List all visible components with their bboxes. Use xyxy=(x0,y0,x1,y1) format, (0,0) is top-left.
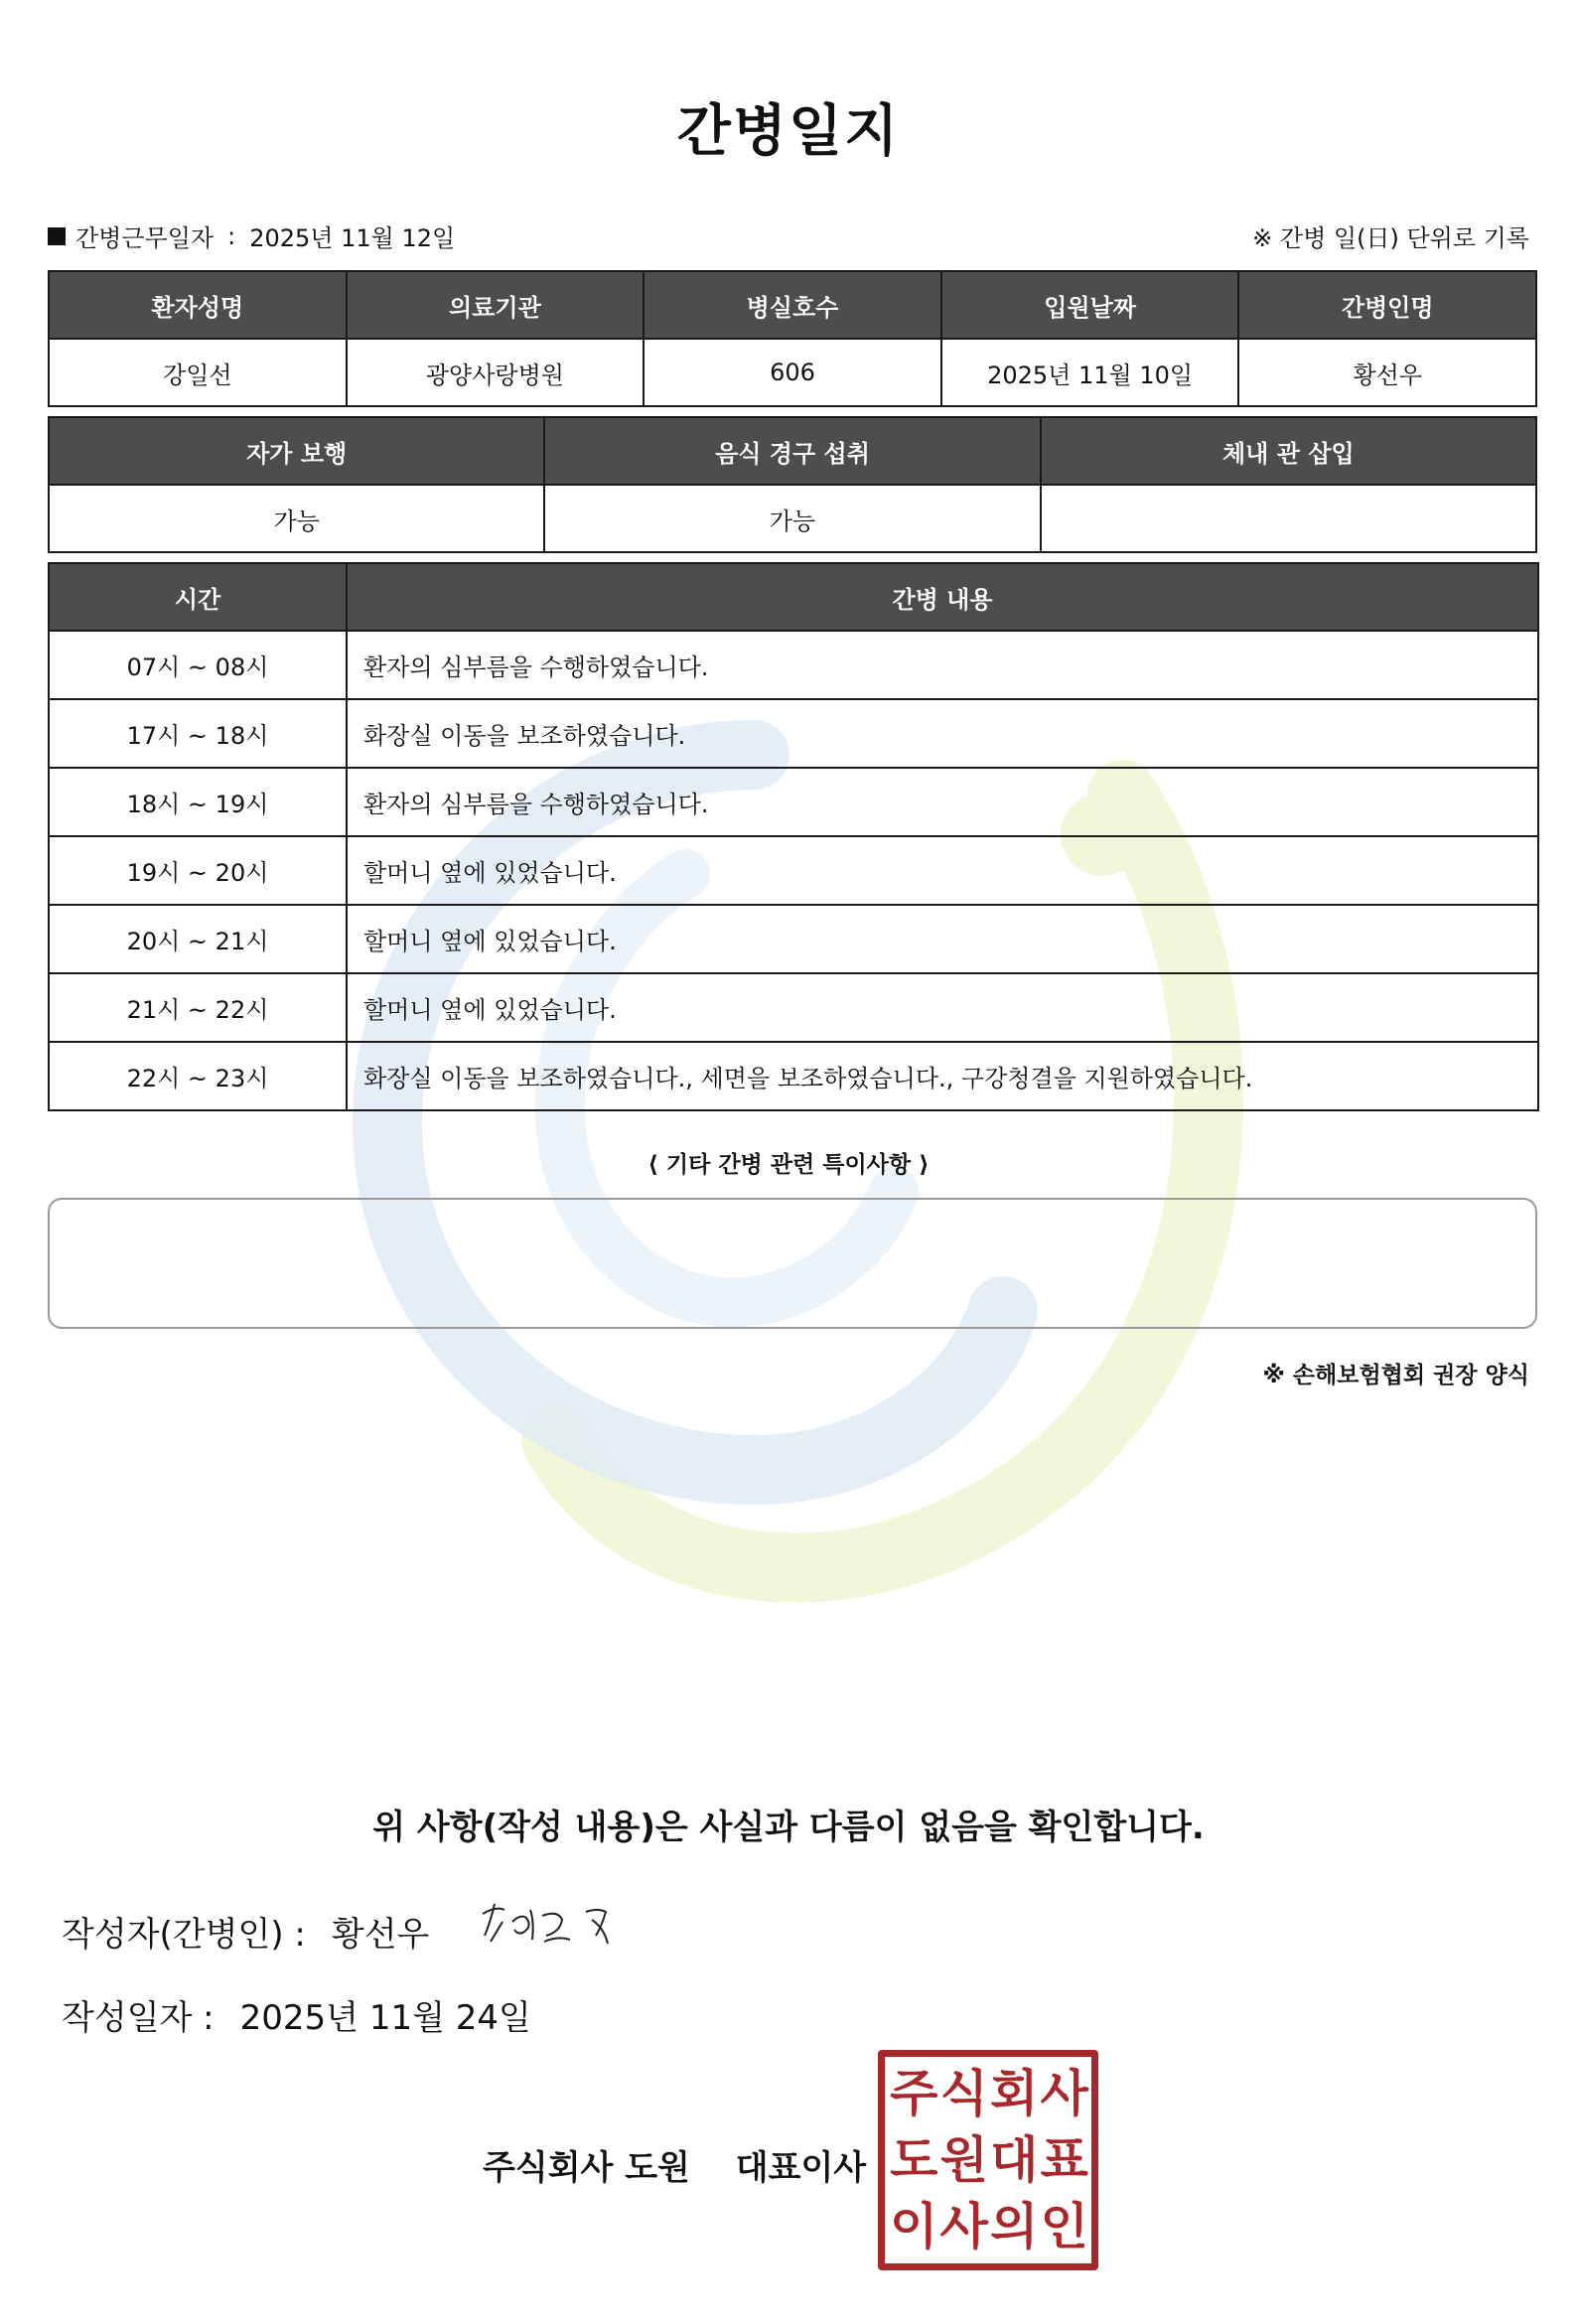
confirmation-statement: 위 사항(작성 내용)은 사실과 다름이 없음을 확인합니다. xyxy=(372,1808,1205,1847)
log-time: 20시 ~ 21시 xyxy=(49,905,347,973)
log-content: 환자의 심부름을 수행하였습니다. xyxy=(347,631,1538,699)
header-caregiver: 간병인명 xyxy=(1238,271,1536,339)
writer-label: 작성자(간병인) : xyxy=(62,1915,306,1955)
writer-row xyxy=(62,1907,429,1956)
table-row xyxy=(49,905,1538,973)
log-time: 07시 ~ 08시 xyxy=(49,631,347,699)
care-log-table xyxy=(48,562,1539,1111)
header-self-walking: 자가 보행 xyxy=(49,417,544,485)
written-date-label: 작성일자 : xyxy=(62,1998,215,2038)
document-title: 간병일지 xyxy=(676,99,901,164)
log-content: 할머니 옆에 있었습니다. xyxy=(347,836,1538,905)
work-date-label: 간병근무일자 xyxy=(75,224,215,252)
log-time: 19시 ~ 20시 xyxy=(49,836,347,905)
log-content: 화장실 이동을 보조하였습니다. xyxy=(347,699,1538,768)
log-content: 화장실 이동을 보조하였습니다., 세면을 보조하였습니다., 구강청결을 지원하였습니다. xyxy=(347,1042,1538,1110)
table-row xyxy=(49,836,1538,905)
unit-note: ※ 간병 일(日) 단위로 기록 xyxy=(1252,224,1529,252)
handwritten-signature xyxy=(475,1892,634,1961)
care-log-header-row xyxy=(49,563,1538,631)
work-date-value: 2025년 11월 12일 xyxy=(249,224,456,252)
table-row xyxy=(49,768,1538,836)
work-date-colon: : xyxy=(227,221,236,250)
patient-name: 강일선 xyxy=(49,339,347,406)
oral-intake-value: 가능 xyxy=(544,485,1040,552)
hospital-name: 광양사랑병원 xyxy=(347,339,645,406)
header-oral-intake: 음식 경구 섭취 xyxy=(544,417,1040,485)
admission-date: 2025년 11월 10일 xyxy=(941,339,1239,406)
company-line xyxy=(483,2140,866,2189)
writer-name: 황선우 xyxy=(331,1915,430,1955)
log-time: 18시 ~ 19시 xyxy=(49,768,347,836)
company-name: 주식회사 도원 xyxy=(483,2148,690,2188)
company-title: 대표이사 xyxy=(735,2148,867,2188)
header-admission-date: 입원날짜 xyxy=(941,271,1239,339)
status-header-row xyxy=(49,417,1536,485)
table-row xyxy=(49,973,1538,1042)
log-content: 할머니 옆에 있었습니다. xyxy=(347,973,1538,1042)
log-time: 21시 ~ 22시 xyxy=(49,973,347,1042)
table-row xyxy=(49,699,1538,768)
header-patient-name: 환자성명 xyxy=(49,271,347,339)
header-care-content: 간병 내용 xyxy=(347,563,1538,631)
header-time: 시간 xyxy=(49,563,347,631)
company-seal-stamp xyxy=(878,2050,1098,2270)
header-hospital: 의료기관 xyxy=(347,271,645,339)
seal-characters: 주 식 회 사 도 원 대 표 이 사 의 인 xyxy=(890,2064,1086,2256)
log-content: 할머니 옆에 있었습니다. xyxy=(347,905,1538,973)
log-content: 환자의 심부름을 수행하였습니다. xyxy=(347,768,1538,836)
written-date-row xyxy=(62,1990,531,2039)
notes-box xyxy=(48,1198,1537,1329)
patient-info-value-row xyxy=(49,339,1536,406)
work-date-row xyxy=(48,218,455,253)
log-time: 22시 ~ 23시 xyxy=(49,1042,347,1110)
patient-status-table xyxy=(48,416,1537,553)
table-row xyxy=(49,1042,1538,1110)
written-date-value: 2025년 11월 24일 xyxy=(239,1998,531,2038)
caregiver-name: 황선우 xyxy=(1238,339,1536,406)
header-room: 병실호수 xyxy=(644,271,941,339)
patient-info-table xyxy=(48,270,1537,407)
header-tube-insertion: 체내 관 삽입 xyxy=(1041,417,1536,485)
log-time: 17시 ~ 18시 xyxy=(49,699,347,768)
notes-title: ⟨ 기타 간병 관련 특이사항 ⟩ xyxy=(647,1152,930,1178)
form-source-note: ※ 손해보험협회 권장 양식 xyxy=(1262,1363,1529,1388)
square-bullet-icon xyxy=(48,227,66,245)
tube-insertion-value xyxy=(1041,485,1536,552)
self-walking-value: 가능 xyxy=(49,485,544,552)
patient-info-header-row xyxy=(49,271,1536,339)
room-number: 606 xyxy=(644,339,941,406)
status-value-row xyxy=(49,485,1536,552)
table-row xyxy=(49,631,1538,699)
